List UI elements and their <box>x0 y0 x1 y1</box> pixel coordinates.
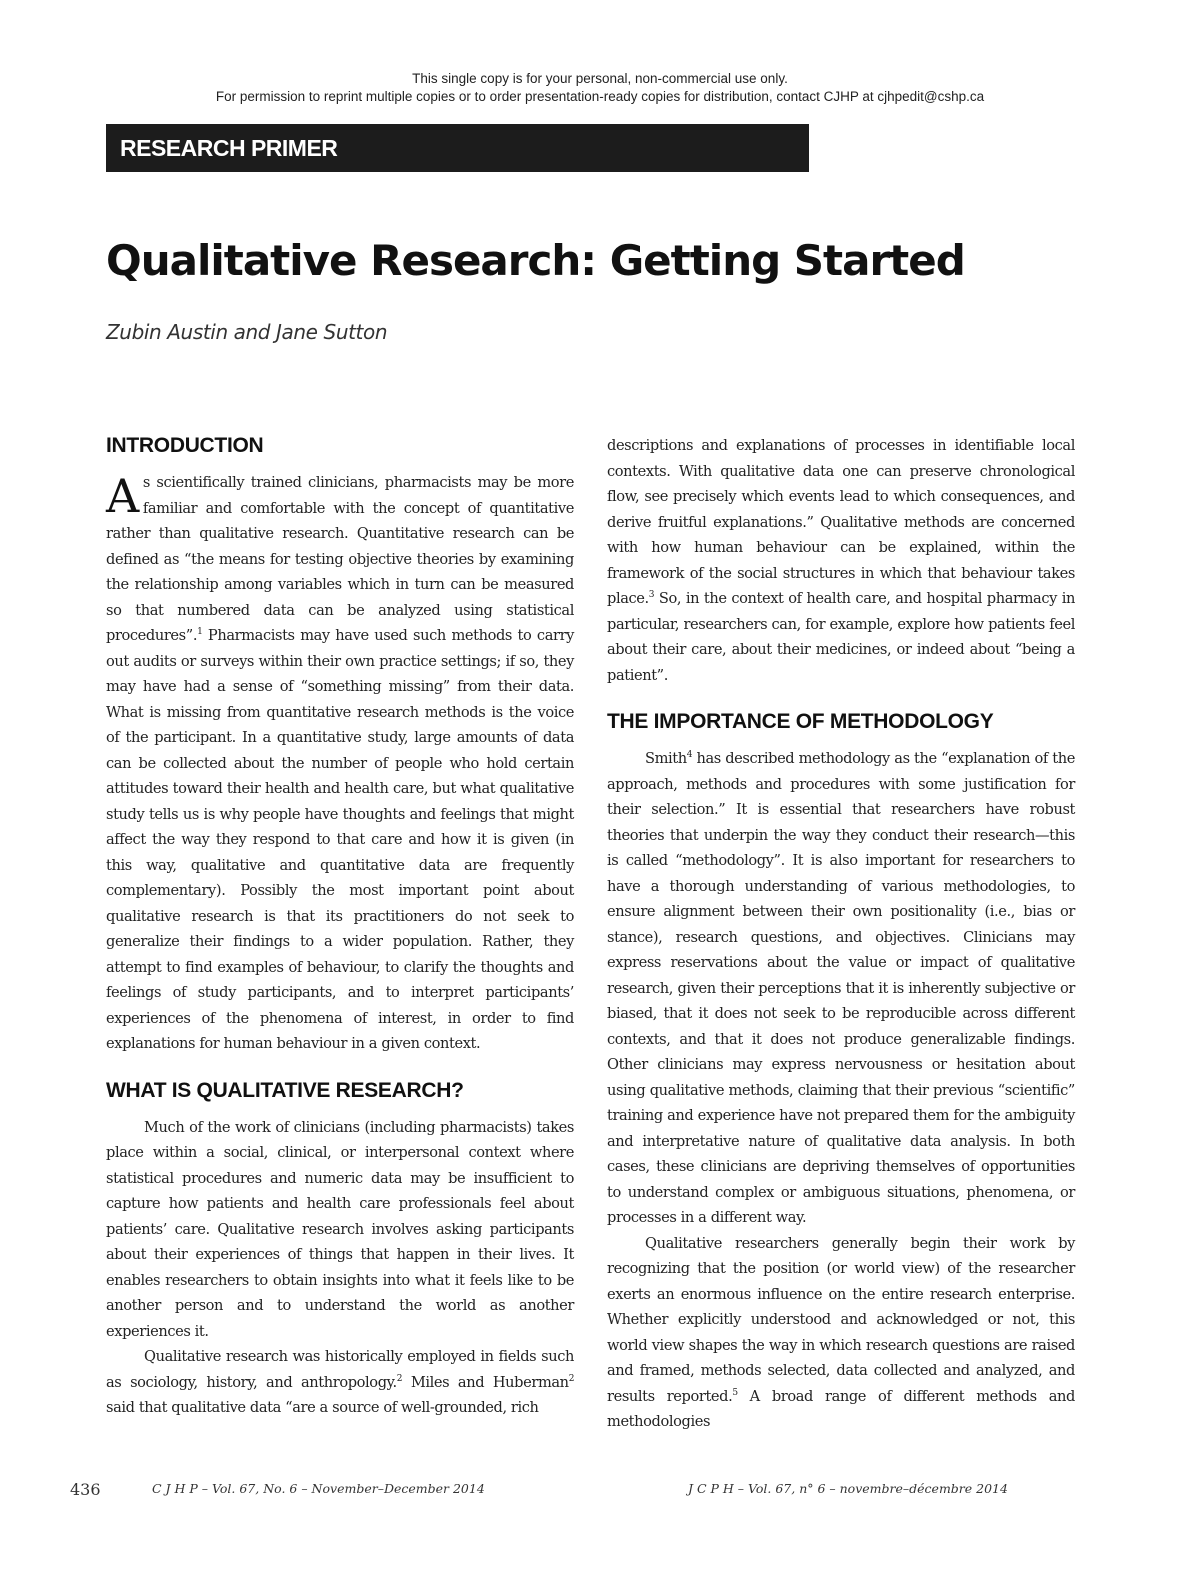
cont-text-1: descriptions and explanations of processes in identifiable local contexts. With qualitative data one can preserve chronological flow, see precisely which events lead to which consequences, and derive fruitful explanations.” Qualitative methods are concerned with how human behaviour can be explained, within the framework of the social structures in which that behaviour takes place. <box>607 437 1075 607</box>
ref-5: 5 <box>732 1387 738 1398</box>
right-column <box>607 433 1075 1445</box>
footer-journal-fr: J C P H – Vol. 67, n° 6 – novembre–décembre 2014 <box>688 1481 1008 1496</box>
cont-text-2: So, in the context of health care, and hospital pharmacy in particular, researchers can, for example, explore how patients feel about their care, about their medicines, or indeed about “being a patient”. <box>607 590 1075 684</box>
intro-text-2: Pharmacists may have used such methods to carry out audits or surveys within their own practice settings; if so, they may have had a sense of “something missing” from their data. What is missing from quantitative research methods is the voice of the participant. In a quantitative study, large amounts of data can be collected about the number of people who hold certain attitudes toward their health and health care, but what qualitative study tells us is why people have thoughts and feelings that might affect the way they respond to that care and how it is given (in this way, qualitative and quantitative data are frequently complementary). Possibly the most important point about qualitative research is that its practitioners do not seek to generalize their findings to a wider population. Rather, they attempt to find examples of behaviour, to clarify the thoughts and feelings of study participants, and to interpret participants’ experiences of the phenomena of interest, in order to find explanations for human behaviour in a given context. <box>106 627 574 1052</box>
copyright-notice <box>0 70 1200 106</box>
method-text-2: has described methodology as the “explanation of the approach, methods and procedures with some justification for their selection.” It is essential that researchers have robust theories that underpin the way they conduct their research—this is called “methodology”. It is also important for researchers to have a thorough understanding of various methodologies, to ensure alignment between their own positionality (i.e., bias or stance), research questions, and objectives. Clinicians may express reservations about the value or impact of qualitative research, given their perceptions that it is inherently subjective or biased, that it does not seek to be reproducible across different contexts, and that it does not produce generalizable findings. Other clinicians may express nervousness or hesitation about using qualitative methods, claiming that their previous “scientific” training and experience have not prepared them for the ambiguity and interpretative nature of qualitative data analysis. In both cases, these clinicians are depriving themselves of opportunities to understand complex or ambiguous situations, phenomena, or processes in a different way. <box>607 750 1075 1226</box>
method-text-1: Smith <box>645 750 687 767</box>
article-authors: Zubin Austin and Jane Sutton <box>106 320 388 344</box>
what-paragraph-1: Much of the work of clinicians (including pharmacists) takes place within a social, clinical, or interpersonal context where statistical procedures and numeric data may be insufficient to capture how patients and health care professionals feel about patients’ care. Qualitative research involves asking participants about their experiences of things that happen in their lives. It enables researchers to obtain insights into what it feels like to be another person and to understand the world as another experiences it. <box>106 1118 574 1340</box>
method-paragraph-1 <box>607 746 1075 1231</box>
what-paragraph-2 <box>106 1344 574 1421</box>
method-text-3: Qualitative researchers generally begin their work by recognizing that the position (or world view) of the researcher exerts an enormous influence on the entire research enterprise. Whether explicitly understood and acknowledged or not, this world view shapes the way in which research questions are raised and framed, methods selected, data collected and analyzed, and results reported. <box>607 1234 1075 1405</box>
heading-introduction: INTRODUCTION <box>106 434 264 457</box>
page-number: 436 <box>70 1480 101 1499</box>
what-text-2: Miles and Huberman <box>402 1373 569 1391</box>
ref-2a: 2 <box>396 1373 403 1384</box>
what-text-3: said that qualitative data “are a source of well-grounded, rich <box>106 1399 539 1416</box>
footer-journal-en: C J H P – Vol. 67, No. 6 – November–December 2014 <box>152 1481 485 1496</box>
ref-3: 3 <box>648 590 655 601</box>
left-column <box>106 428 574 1440</box>
ref-1: 1 <box>197 627 203 638</box>
section-banner: RESEARCH PRIMER <box>106 124 809 172</box>
notice-line-1: This single copy is for your personal, non-commercial use only. <box>412 71 788 86</box>
what-text-1: Qualitative research was historically employed in fields such as sociology, history, and anthropology. <box>106 1348 574 1391</box>
heading-what-is-qualitative: WHAT IS QUALITATIVE RESEARCH? <box>106 1078 464 1102</box>
article-title: Qualitative Research: Getting Started <box>106 236 965 285</box>
continued-paragraph <box>607 433 1075 688</box>
ref-4: 4 <box>686 750 693 761</box>
method-paragraph-2 <box>607 1231 1075 1435</box>
heading-importance-of-methodology: THE IMPORTANCE OF METHODOLOGY <box>607 710 994 733</box>
intro-paragraph <box>106 470 574 1057</box>
notice-line-2: For permission to reprint multiple copies or to order presentation-ready copies for distribution, contact CJHP at cjhpedit@cshp.ca <box>215 89 985 104</box>
ref-2b: 2 <box>568 1373 575 1384</box>
drop-cap: A <box>106 469 139 523</box>
method-text-4: A broad range of different methods and methodologies <box>607 1387 1075 1430</box>
intro-text-1: s scientifically trained clinicians, pharmacists may be more familiar and comfortable with the concept of quantitative rather than qualitative research. Quantitative research can be defined as “the means for testing objective theories by examining the relationship among variables which in turn can be measured so that numbered data can be analyzed using statistical procedures”. <box>106 474 574 644</box>
